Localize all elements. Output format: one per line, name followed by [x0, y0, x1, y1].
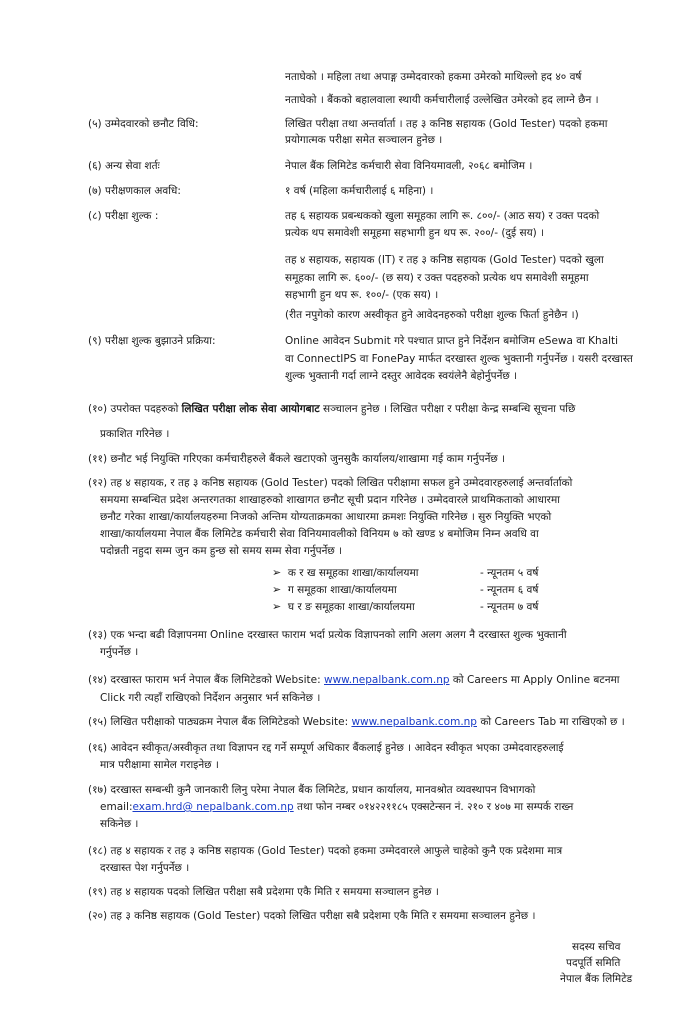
intro-line-1: नताघेको । महिला तथा अपाङ्ग उम्मेदवारको हकमा उमेरको माथिल्लो हद ४० वर्ष [285, 71, 582, 83]
item-5-text-1: लिखित परीक्षा तथा अन्तर्वार्ता । तह ३ कनिष्ठ सहायक (Gold Tester) पदको हकमा [285, 118, 608, 130]
signature-committee: पदपूर्ति समिति [566, 957, 621, 969]
bullet-3-min: - न्यूनतम ७ वर्ष [480, 601, 539, 613]
arrow-right-icon: ➢ [272, 566, 282, 579]
item-10-bold: लिखित परीक्षा लोक सेवा आयोगबाट [181, 403, 320, 415]
item-6-label: (६) अन्य सेवा शर्तः [88, 160, 160, 172]
item-17-line-1: (१७) दरखास्त सम्बन्धी कुनै जानकारी लिनु परेमा नेपाल बैंक लिमिटेड, प्रधान कार्यालय, मानवश्रोत व्यवस्थापन विभागको [88, 784, 536, 796]
item-8-label: (८) परीक्षा शुल्क : [88, 210, 159, 222]
item-14-line-1 [88, 672, 620, 688]
item-10-prefix: (१०) उपरोक्त पदहरुको [88, 403, 182, 415]
signature-title: सदस्य सचिव [572, 941, 621, 953]
item-9-line-1: Online आवेदन Submit गरे पश्चात प्राप्त हुने निर्देशन बमोजिम eSewa वा Khalti [285, 335, 619, 347]
item-17-phone: तथा फोन नम्बर ०१४२२११८५ एक्सटेन्सन नं. २१० र ४०७ मा सम्पर्क राख्न [293, 801, 574, 813]
item-17-line-3: सकिनेछ । [100, 818, 139, 830]
fee2-line-3: सहभागी हुन थप रू. १००/- (एक सय) । [285, 289, 439, 301]
bullet-2-min: - न्यूनतम ६ वर्ष [480, 584, 539, 596]
item-17-line-2 [100, 799, 573, 815]
item-7-text: १ वर्ष (महिला कर्मचारीलाई ६ महिना) । [285, 185, 434, 197]
email-prefix: email: [100, 801, 133, 813]
item-16-line-2: मात्र परीक्षामा सामेल गराइनेछ । [100, 759, 219, 771]
bullet-1 [272, 565, 418, 581]
item-5-text-2: प्रयोगात्मक परीक्षा समेत सञ्चालन हुनेछ । [285, 134, 443, 146]
item-12-line-1: (१२) तह ४ सहायक, र तह ३ कनिष्ठ सहायक (Gold Tester) पदको लिखित परीक्षामा सफल हुने उम्मेदवारहरुलाई अन्तर्वार्ताको [88, 477, 573, 489]
item-15-suffix: को Careers Tab मा राखिएको छ । [476, 716, 625, 728]
item-12-line-3: छनौट गरेका शाखा/कार्यालयहरुमा निजको अन्तिम योग्यताक्रमका आधारमा क्रमशः नियुक्ति गरिनेछ । सुरु नियुक्ति भएको [100, 511, 552, 523]
item-13-line-2: गर्नुपर्नेछ । [100, 646, 139, 658]
item-5-label: (५) उम्मेदवारको छनौट विधि: [88, 118, 199, 130]
item-10-suffix: सञ्चालन हुनेछ । लिखित परीक्षा र परीक्षा केन्द्र सम्बन्धि सूचना पछि [319, 403, 576, 415]
bullet-3-group: घ र ङ समूहका शाखा/कार्यालयमा [287, 601, 415, 613]
item-14-line-2: Click गरी त्यहाँ राखिएको निर्देशन अनुसार भर्न सकिनेछ । [100, 692, 321, 704]
item-15-prefix: (१५) लिखित परीक्षाको पाठ्यक्रम नेपाल बैंक लिमिटेडको Website: [88, 716, 352, 728]
item-15 [88, 714, 625, 730]
intro-line-2: नताघेको । बैंकको बहालवाला स्थायी कर्मचारीलाई उल्लेखित उमेरको हद लाग्ने छैन । [285, 94, 599, 106]
item-12-line-2: समयमा सम्बन्धित प्रदेश अन्तरगतका शाखाहरुको शाखागत छनौट सूची प्रदान गरिनेछ । उम्मेदवारले प्राथमिकताको आधारमा [100, 494, 560, 506]
signature-organization: नेपाल बैंक लिमिटेड [560, 973, 633, 985]
item-19: (१९) तह ४ सहायक पदको लिखित परीक्षा सबै प्रदेशमा एकै मिति र समयमा सञ्चालन हुनेछ । [88, 886, 439, 898]
item-10-line-2: प्रकाशित गरिनेछ । [100, 428, 170, 440]
item-14-prefix: (१४) दरखास्त फाराम भर्न नेपाल बैंक लिमिटेडको Website: [88, 674, 324, 686]
item-18-line-2: दरखास्त पेश गर्नुपर्नेछ । [100, 862, 190, 874]
item-14-suffix: को Careers मा Apply Online बटनमा [449, 674, 620, 686]
website-link[interactable]: www.nepalbank.com.np [324, 674, 450, 686]
item-18-line-1: (१८) तह ४ सहायक र तह ३ कनिष्ठ सहायक (Gold Tester) पदको हकमा उम्मेदवारले आफुले चाहेको कुनै एक प्रदेशमा मात्र [88, 845, 563, 857]
website-link[interactable]: www.nepalbank.com.np [351, 716, 477, 728]
bullet-3 [272, 599, 415, 615]
fee-note: (रीत नपुगेको कारण अस्वीकृत हुने आवेदनहरुको परीक्षा शुल्क फिर्ता हुनेछैन ।) [285, 309, 579, 321]
arrow-right-icon: ➢ [272, 600, 282, 613]
item-10-line-1 [88, 401, 575, 417]
item-7-label: (७) परीक्षणकाल अवधि: [88, 185, 181, 197]
email-link[interactable]: exam.hrd@ nepalbank.com.np [132, 801, 294, 813]
item-12-line-4: शाखा/कार्यालयमा नेपाल बैंक लिमिटेड कर्मचारी सेवा विनियमावलीको विनियम ७ को खण्ड ४ बमोजिम निम्न अवधि वा [100, 528, 539, 540]
item-6-text: नेपाल बैंक लिमिटेड कर्मचारी सेवा विनियमावली, २०६८ बमोजिम । [285, 160, 533, 172]
item-20: (२०) तह ३ कनिष्ठ सहायक (Gold Tester) पदको लिखित परीक्षा सबै प्रदेशमा एकै मिति र समयमा सञ्चालन हुनेछ । [88, 910, 536, 922]
bullet-2-group: ग समूहका शाखा/कार्यालयमा [287, 584, 397, 596]
item-9-label: (९) परीक्षा शुल्क बुझाउने प्रक्रिया: [88, 335, 216, 347]
fee2-line-2: समूहका लागि रू. ६००/- (छ सय) र उक्त पदहरुको प्रत्येक थप समावेशी समूहमा [285, 272, 589, 284]
arrow-right-icon: ➢ [272, 583, 282, 596]
item-8-text-2: प्रत्येक थप समावेशी समूहमा सहभागी हुन थप रू. २००/- (दुई सय) । [285, 227, 545, 239]
bullet-2 [272, 582, 397, 598]
item-12-line-5: पदोन्नती नहुदा सम्म जुन कम हुन्छ सो समय सम्म सेवा गर्नुपर्नेछ । [100, 545, 343, 557]
item-9-line-2: वा ConnectIPS वा FonePay मार्फत दरखास्त शुल्क भुक्तानी गर्नुपर्नेछ । यसरी दरखास्त [285, 353, 633, 365]
bullet-1-group: क र ख समूहका शाखा/कार्यालयमा [287, 567, 419, 579]
item-9-line-3: शुल्क भुक्तानी गर्दा लाग्ने दस्तुर आवेदक स्वयंलेनै बेहोर्नुपर्नेछ । [285, 370, 518, 382]
item-16-line-1: (१६) आवेदन स्वीकृत/अस्वीकृत तथा विज्ञापन रद्द गर्ने सम्पूर्ण अधिकार बैंकलाई हुनेछ । आवेदन स्वीकृत भएका उम्मेदवारहरुलाई [88, 742, 564, 754]
item-11: (११) छनौट भई नियुक्ति गरिएका कर्मचारीहरुले बैंकले खटाएको जुनसुकै कार्यालय/शाखामा गई काम गर्नुपर्नेछ । [88, 453, 506, 465]
item-8-text-1: तह ६ सहायक प्रबन्धकको खुला समूहका लागि रू. ८००/- (आठ सय) र उक्त पदको [285, 210, 600, 222]
fee2-line-1: तह ४ सहायक, सहायक (IT) र तह ३ कनिष्ठ सहायक (Gold Tester) पदको खुला [285, 254, 604, 266]
bullet-1-min: - न्यूनतम ५ वर्ष [480, 567, 539, 579]
item-13-line-1: (१३) एक भन्दा बढी विज्ञापनमा Online दरखास्त फाराम भर्दा प्रत्येक विज्ञापनको लागि अलग अलग नै दरखास्त शुल्क भुक्तानी [88, 629, 567, 641]
